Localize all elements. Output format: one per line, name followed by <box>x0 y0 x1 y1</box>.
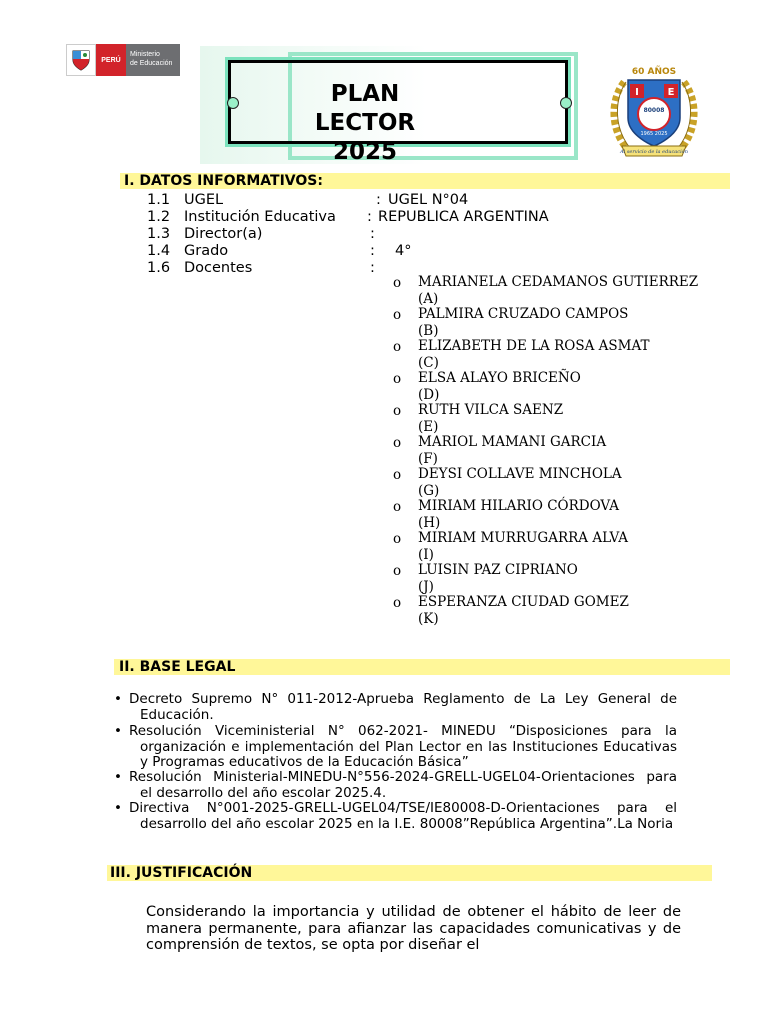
document-title <box>300 80 430 167</box>
row-value: REPUBLICA ARGENTINA <box>378 209 549 225</box>
teacher-section: (K) <box>418 611 439 627</box>
justification-paragraph: Considerando la importancia y utilidad de obtener el hábito de leer de manera permanente, para afianzar las capacidades comunicativas y de comprensión de textos, se opta por diseñar el <box>146 904 681 953</box>
row-sep: : <box>370 226 375 242</box>
row-label: Institución Educativa <box>184 209 336 225</box>
school-crest <box>606 60 702 164</box>
teacher-bullet-icon: o <box>393 275 402 291</box>
title-frame <box>200 46 578 164</box>
teacher-bullet-icon: o <box>393 531 402 547</box>
section-2-title: II. BASE LEGAL <box>119 659 236 675</box>
row-sep: : <box>376 192 381 208</box>
teacher-section: (D) <box>418 387 440 403</box>
crest-banner: Al servicio de la educación <box>620 149 688 155</box>
row-label: Grado <box>184 243 229 259</box>
ministry-logo <box>66 44 180 76</box>
teacher-name: RUTH VILCA SAENZ <box>418 402 564 418</box>
teacher-bullet-icon: o <box>393 563 402 579</box>
row-num: 1.3 <box>147 226 171 242</box>
legal-item-text: Decreto Supremo N° 011-2012-Aprueba Reglamento de La Ley General de Educación. <box>129 691 677 723</box>
teacher-section: (C) <box>418 355 439 371</box>
legal-bullet-icon: • <box>114 691 122 707</box>
row-label: UGEL <box>184 192 224 208</box>
section-3-title: III. JUSTIFICACIÓN <box>110 865 253 881</box>
teacher-section: (I) <box>418 547 434 563</box>
row-label: Director(a) <box>184 226 263 242</box>
teacher-name: LUISIN PAZ CIPRIANO <box>418 562 578 578</box>
title-line-3: 2025 <box>332 139 397 165</box>
teacher-section: (F) <box>418 451 438 467</box>
teacher-bullet-icon: o <box>393 499 402 515</box>
row-sep: : <box>370 243 375 259</box>
row-num: 1.2 <box>147 209 171 225</box>
peru-shield-icon <box>66 44 96 76</box>
teacher-bullet-icon: o <box>393 595 402 611</box>
teacher-bullet-icon: o <box>393 467 402 483</box>
teacher-name: MIRIAM HILARIO CÓRDOVA <box>418 498 619 514</box>
legal-item-text: Directiva N°001-2025-GRELL-UGEL04/TSE/IE80008-D-Orientaciones para el desarrollo del año escolar 2025 en la I.E. 80008”República Argentina”.La Noria <box>129 800 677 832</box>
frame-left-dot-icon <box>227 97 239 109</box>
peru-label: PERÚ <box>96 44 126 76</box>
ministry-line-2: de Educación <box>130 60 173 67</box>
legal-item <box>114 724 677 771</box>
teacher-name: ELIZABETH DE LA ROSA ASMAT <box>418 338 650 354</box>
teacher-bullet-icon: o <box>393 403 402 419</box>
teacher-section: (B) <box>418 323 439 339</box>
section-1-title: I. DATOS INFORMATIVOS: <box>124 173 323 189</box>
row-value: UGEL N°04 <box>388 192 469 208</box>
teacher-name: MARIANELA CEDAMANOS GUTIERREZ <box>418 274 699 290</box>
teacher-section: (G) <box>418 483 440 499</box>
svg-text:E: E <box>667 87 675 98</box>
teacher-name: PALMIRA CRUZADO CAMPOS <box>418 306 629 322</box>
legal-item <box>114 770 677 801</box>
crest-anniversary: 60 AÑOS <box>631 67 677 77</box>
teacher-bullet-icon: o <box>393 339 402 355</box>
legal-item <box>114 801 677 832</box>
teacher-name: ESPERANZA CIUDAD GOMEZ <box>418 594 629 610</box>
teacher-name: MARIOL MAMANI GARCIA <box>418 434 607 450</box>
row-sep: : <box>367 209 372 225</box>
crest-years: 1965 2025 <box>640 131 668 137</box>
legal-item-text: Resolución Viceministerial N° 062-2021- MINEDU “Disposiciones para la organización e implementación del Plan Lector en las Instituciones Educativas y Programas educativos de la Educación Básica” <box>129 723 677 771</box>
teacher-section: (A) <box>418 291 439 307</box>
teacher-bullet-icon: o <box>393 435 402 451</box>
legal-item-text: Resolución Ministerial-MINEDU-N°556-2024-GRELL-UGEL04-Orientaciones para el desarrollo del año escolar 2025.4. <box>129 769 677 801</box>
teacher-section: (H) <box>418 515 441 531</box>
svg-text:I: I <box>635 87 639 98</box>
title-line-1: PLAN <box>330 81 400 107</box>
legal-bullet-icon: • <box>114 723 122 739</box>
row-sep: : <box>370 260 375 276</box>
title-line-2: LECTOR <box>314 110 416 136</box>
ministry-label <box>126 44 180 76</box>
row-label: Docentes <box>184 260 253 276</box>
teacher-name: MIRIAM MURRUGARRA ALVA <box>418 530 629 546</box>
teacher-section: (E) <box>418 419 439 435</box>
teacher-bullet-icon: o <box>393 371 402 387</box>
ministry-line-1: Ministerio <box>130 51 160 58</box>
row-num: 1.6 <box>147 260 171 276</box>
teacher-bullet-icon: o <box>393 307 402 323</box>
crest-number: 80008 <box>643 107 665 114</box>
legal-bullet-icon: • <box>114 769 122 785</box>
teacher-section: (J) <box>418 579 434 595</box>
row-num: 1.1 <box>147 192 171 208</box>
legal-bullet-icon: • <box>114 800 122 816</box>
teacher-name: ELSA ALAYO BRICEÑO <box>418 370 581 386</box>
legal-item <box>114 692 677 723</box>
row-value: 4° <box>395 243 412 259</box>
frame-right-dot-icon <box>560 97 572 109</box>
row-num: 1.4 <box>147 243 171 259</box>
teacher-name: DEYSI COLLAVE MINCHOLA <box>418 466 622 482</box>
